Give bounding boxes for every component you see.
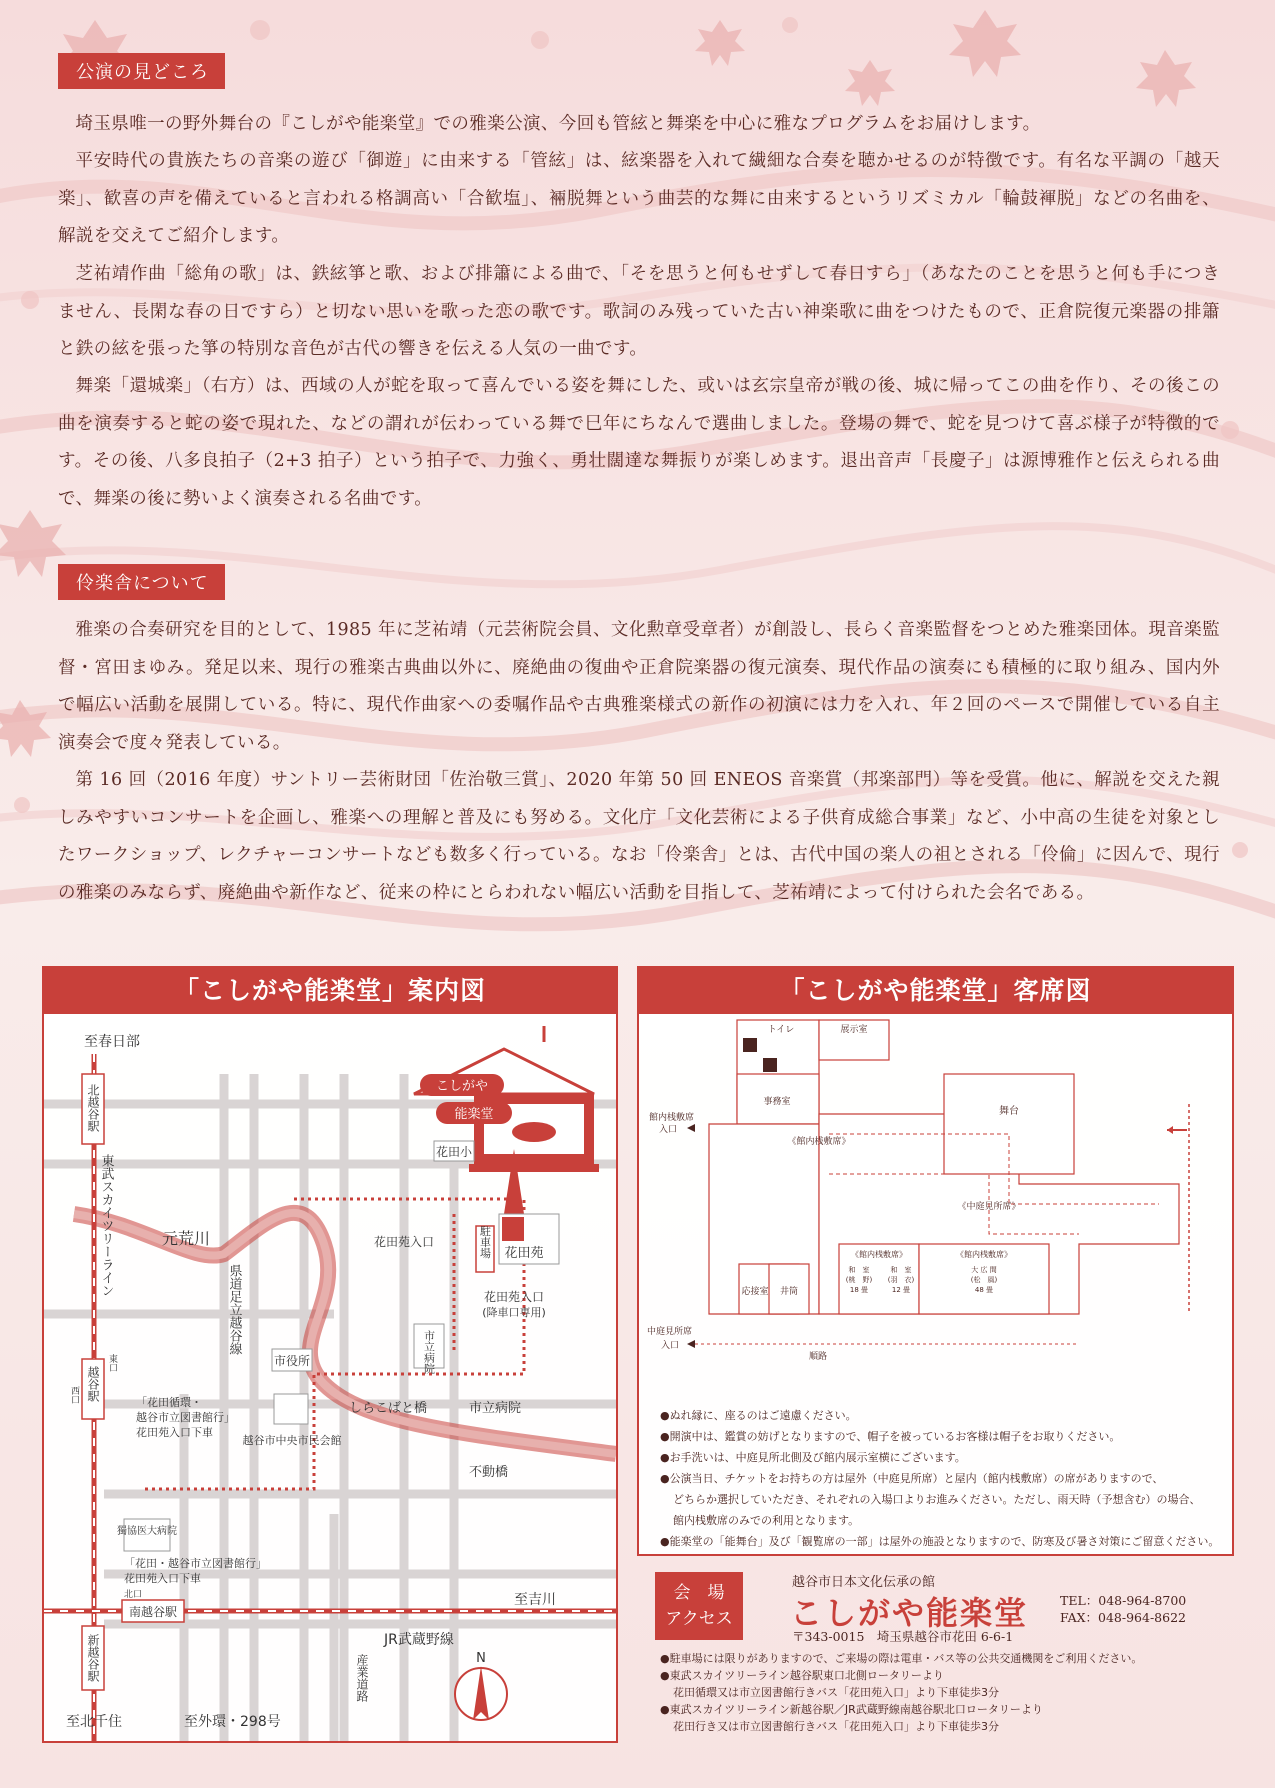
map-label-hanata-elem: 花田小: [435, 1145, 473, 1159]
seat-label-toilet: トイレ: [767, 1025, 795, 1035]
seat-label-room-c-top: 大 広 間: [971, 1266, 997, 1274]
seat-label-entrance-kannai-2: 入口: [659, 1125, 678, 1135]
map-label-bus1-3: 花田苑入口下車: [136, 1426, 213, 1439]
map-label-hanataen: 花田苑: [504, 1246, 544, 1261]
compass-north-label: N: [476, 1651, 486, 1666]
seat-label-reception: 応接室: [741, 1287, 769, 1297]
map-label-hanataen-entrance: 花田苑入口: [374, 1235, 435, 1249]
seating-notes: [660, 1405, 1230, 1552]
map-label-city-hall: 市役所: [273, 1354, 311, 1368]
highlight-paragraph-3: 芝祐靖作曲「総角の歌」は、鉄絃箏と歌、および排簫による曲で、「そを思うと何もせずして春日すら」（あなたのことを思うと何も手につきません、長閑な春の日ですら）と切ない思いを歌った恋の歌です。歌詞のみ残っていた古い神楽歌に曲をつけたもので、正倉院復元楽器の排簫と鉄の絃を張った箏の特別な音色が古代の響きを伝える人気の一曲です。: [58, 264, 1220, 359]
map-label-east-exit: 東口: [107, 1354, 117, 1372]
map-label-to-yoshikawa: 至吉川: [514, 1592, 556, 1608]
map-label-koshigaya-station: 越谷駅: [86, 1366, 100, 1402]
map-label-city-hospital-box: 市立病院: [422, 1330, 436, 1374]
section-label-highlights: 公演の見どころ: [58, 53, 225, 89]
seat-label-room-a-seats: 18 畳: [849, 1286, 869, 1294]
hall-organization: 越谷市日本文化伝承の館: [792, 1575, 936, 1590]
compass-icon: [455, 1666, 507, 1720]
map-label-to-kitasenju: 至北千住: [66, 1714, 122, 1730]
seat-label-exhibition: 展示室: [840, 1025, 868, 1035]
map-label-to-kasukabe: 至春日部: [84, 1034, 140, 1050]
seating-note: ●能楽堂の「能舞台」及び「観覧席の一部」は屋外の施設となりますので、防寒及び暑さ対策にご留意ください。: [660, 1535, 1220, 1548]
seat-label-entrance-nakaniwa-1: 中庭見所席: [647, 1327, 693, 1337]
map-label-shirakobato-bridge: しらこばと橋: [349, 1401, 428, 1416]
access-map: [44, 1014, 616, 1741]
map-label-civic-hall: 越谷市中央市民会館: [242, 1434, 342, 1447]
access-directions: [660, 1650, 1240, 1735]
map-label-motoarakawa: 元荒川: [162, 1229, 211, 1248]
map-label-dokkyo-hospital: 獨協医大病院: [117, 1526, 177, 1537]
access-badge-line-2: アクセス: [665, 1609, 733, 1629]
map-label-north-exit: 北口: [124, 1590, 143, 1600]
seating-note: ●ぬれ縁に、座るのはご遠慮ください。: [660, 1409, 857, 1422]
access-line: 花田行き又は市立図書館行きバス「花田苑入口」より下車徒歩3分: [673, 1720, 999, 1733]
hall-tel: TEL：048-964-8700: [1060, 1593, 1187, 1608]
access-line: ●駐車場には限りがありますので、ご来場の際は電車・バス等の公共交通機関をご利用ください。: [660, 1652, 1143, 1665]
seat-label-well: 井筒: [779, 1287, 799, 1297]
hall-contact: [1060, 1592, 1186, 1626]
map-label-city-hospital: 市立病院: [469, 1401, 522, 1416]
hall-name: こしがや能楽堂: [790, 1594, 1029, 1632]
seat-label-room-b-seats: 12 畳: [891, 1286, 911, 1294]
seat-label-room-b-top: 和 室: [890, 1266, 912, 1274]
seat-label-entrance-nakaniwa-2: 入口: [661, 1341, 680, 1351]
highlight-paragraph-1: 埼玉県唯一の野外舞台の『こしがや能楽堂』での雅楽公演、今回も管絃と舞楽を中心に雅なプログラムをお届けします。: [75, 114, 1041, 134]
map-label-minamikoshigaya: 南越谷駅: [128, 1605, 178, 1619]
seat-label-room-c-seats: 48 畳: [974, 1286, 994, 1294]
seating-chart: [639, 1014, 1232, 1374]
map-label-bus2-2: 花田苑入口下車: [124, 1572, 201, 1585]
map-label-bus1-1: 「花田循環・: [136, 1396, 202, 1409]
seat-label-kannai-sajiki-2: 《館内桟敷席》: [851, 1250, 907, 1259]
access-map-panel: [42, 966, 618, 1743]
map-label-west-exit: 西口: [69, 1386, 79, 1404]
map-label-parking: 駐車場: [478, 1225, 492, 1259]
map-label-shinkoshigaya: 新越谷駅: [86, 1634, 100, 1682]
access-badge-line-1: 会 場: [673, 1583, 725, 1603]
seat-label-room-a-top: 和 室: [848, 1266, 870, 1274]
highlight-paragraph-4: 舞楽「還城楽」（右方）は、西域の人が蛇を取って喜んでいる姿を舞にした、或いは玄宗皇帝が戦の後、城に帰ってこの曲を作り、その後この曲を演奏すると蛇の姿で現れた、などの謂れが伝わっている舞で巳年にちなんで選曲しました。登場の舞で、蛇を見つけて喜ぶ様子が特徴的です。その後、八多良拍子（2+3 拍子）という拍子で、力強く、勇壮闊達な舞振りが楽しめます。退出音声「長慶子」は源博雅作と伝えられる曲で、舞楽の後に勢いよく演奏される名曲です。: [58, 376, 1220, 509]
map-label-hanataen-entrance-2: 花田苑入口: [483, 1290, 545, 1304]
seat-label-order: 順路: [809, 1352, 828, 1362]
access-badge: [655, 1572, 743, 1640]
seat-label-stage: 舞台: [999, 1106, 1019, 1117]
noh-label-2: 能楽堂: [454, 1107, 494, 1122]
noh-label-1: こしがや: [435, 1079, 489, 1094]
seat-label-kannai-sajiki-3: 《館内桟敷席》: [956, 1250, 1012, 1259]
seating-note: ●お手洗いは、中庭見所北側及び館内展示室横にございます。: [660, 1451, 966, 1464]
hall-address: 〒343-0015 埼玉県越谷市花田 6-6-1: [792, 1629, 1014, 1644]
highlight-paragraph-2: 平安時代の貴族たちの音楽の遊び「御遊」に由来する「管絃」は、絃楽器を入れて繊細な合奏を聴かせるのが特徴です。有名な平調の「越天楽」、歓喜の声を備えていると言われる格調高い「合歓塩」、裲脱舞という曲芸的な舞に由来するというリズミカル「輪鼓褌脱」などの名曲を、解説を交えてご紹介します。: [58, 151, 1220, 246]
map-label-sangyo-road: 産業道路: [355, 1654, 369, 1702]
section-label-reigakusha: 伶楽舎について: [58, 564, 225, 600]
reigakusha-paragraph-1: 雅楽の合奏研究を目的として、1985 年に芝祐靖（元芸術院会員、文化勲章受章者）が創設し、長らく音楽監督をつとめた雅楽団体。現音楽監督・宮田まゆみ。発足以来、現行の雅楽古典曲以外に、廃絶曲の復曲や正倉院楽器の復元演奏、現代作品の演奏にも積極的に取り組み、国内外で幅広い活動を展開している。特に、現代作曲家への委嘱作品や古典雅楽様式の新作の初演には力を入れ、年２回のペースで開催している自主演奏会で度々発表している。: [58, 620, 1220, 753]
seat-label-entrance-kannai-1: 館内桟敷席: [649, 1113, 695, 1123]
seating-note: 館内桟敷席のみでの利用となります。: [673, 1514, 860, 1527]
reigakusha-paragraph-2: 第 16 回（2016 年度）サントリー芸術財団「佐治敬三賞」、2020 年第 50 回 ENEOS 音楽賞（邦楽部門）等を受賞。他に、解説を交えた親しみやすいコンサートを企画し、雅楽への理解と普及にも努める。文化庁「文化芸術による子供育成総合事業」など、小中高の生徒を対象としたワークショップ、レクチャーコンサートなども数多く行っている。なお「伶楽舎」とは、古代中国の楽人の祖とされる「伶倫」に因んで、現行の雅楽のみならず、廃絶曲や新作など、従来の枠にとらわれない幅広い活動を目指して、芝祐靖によって付けられた会名である。: [58, 770, 1220, 903]
seat-label-office: 事務室: [763, 1097, 791, 1107]
seating-note: ●開演中は、鑑賞の妨げとなりますので、帽子を被っているお客様は帽子をお取りください。: [660, 1430, 1121, 1443]
access-line: 花田循環又は市立図書館行きバス「花田苑入口」より下車徒歩3分: [673, 1686, 999, 1699]
access-line: ●東武スカイツリーライン新越谷駅／JR武蔵野線南越谷駅北口ロータリーより: [660, 1703, 1043, 1716]
seating-title: 「こしがや能楽堂」客席図: [639, 968, 1232, 1014]
map-label-tobu-line: 東武スカイツリーライン: [98, 1154, 114, 1297]
map-label-to-gaikan: 至外環・298号: [184, 1714, 281, 1730]
seating-note: どちらか選択していただき、それぞれの入場口よりお進みください。ただし、雨天時（予想含む）の場合、: [673, 1493, 1201, 1506]
seating-note: ●公演当日、チケットをお持ちの方は屋外（中庭見所席）と屋内（館内桟敷席）の席がありますので、: [660, 1472, 1164, 1485]
seat-label-room-b: (羽 衣): [887, 1276, 915, 1284]
map-label-prefectural-road: 県道足立越谷線: [226, 1264, 242, 1355]
map-label-bus2-1: 「花田・越谷市立図書館行」: [124, 1557, 267, 1570]
map-label-bus1-2: 越谷市立図書館行」: [136, 1411, 235, 1424]
seat-label-room-a: (桃 野): [845, 1276, 873, 1284]
seat-label-room-c: (松 風): [970, 1276, 998, 1284]
map-label-hanataen-entrance-2-sub: (降車口専用): [482, 1306, 546, 1319]
access-map-title: 「こしがや能楽堂」案内図: [44, 968, 616, 1014]
map-label-jr-musashino: JR武蔵野線: [384, 1632, 454, 1648]
seat-label-kannai-sajiki: 《館内桟敷席》: [787, 1137, 851, 1147]
map-label-fudo-bridge: 不動橋: [469, 1465, 509, 1480]
access-line: ●東武スカイツリーライン越谷駅東口北側ロータリーより: [660, 1669, 944, 1682]
map-label-kitakoshigaya: 北越谷駅: [86, 1084, 100, 1132]
seat-label-nakaniwa: 《中庭見所席》: [957, 1202, 1021, 1212]
hall-fax: FAX：048-964-8622: [1060, 1610, 1186, 1625]
